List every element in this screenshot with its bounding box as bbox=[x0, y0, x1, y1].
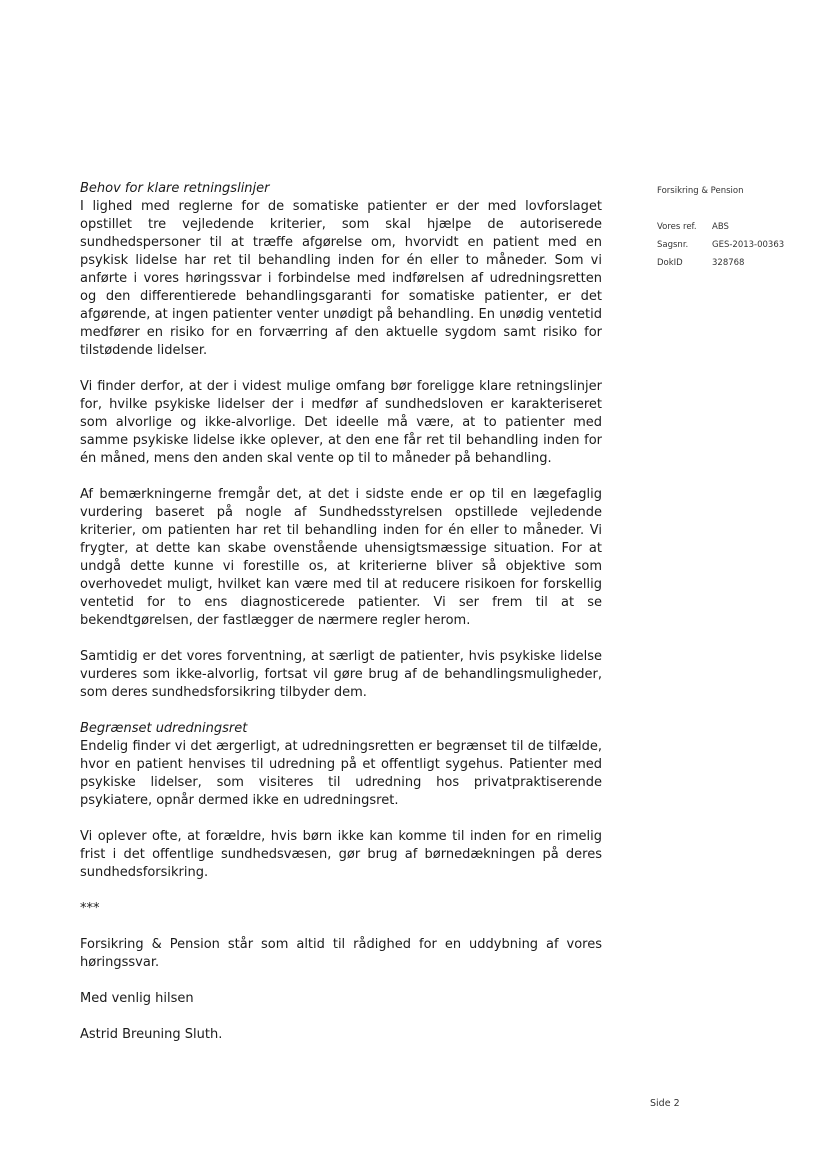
reference-value: ABS bbox=[712, 222, 729, 232]
section-udredningsret bbox=[80, 720, 602, 810]
reference-row bbox=[657, 221, 784, 239]
paragraph: Vi oplever ofte, at forældre, hvis børn ikke kan komme til inden for en rimelig frist i det offentlige sundhedsvæsen, gør brug af børnedækningen på deres sundhedsforsikring. bbox=[80, 829, 602, 880]
paragraph: Endelig finder vi det ærgerligt, at udredningsretten er begrænset til de tilfælde, hvor en patient henvises til udredning på et offentligt sygehus. Patienter med psykiske lidelser, som visiteres til udredning hos privatpraktiserende psykiatere, opnår dermed ikke en udredningsret. bbox=[80, 739, 602, 808]
paragraph: I lighed med reglerne for de somatiske patienter er der med lovforslaget opstillet tre vejledende kriterier, som skal hjælpe de autoriserede sundhedspersoner til at træffe afgørelse om, hvorvidt en patient med en psykisk lidelse har ret til behandling inden for én eller to måneder. Som vi anførte i vores høringssvar i forbindelse med indførelsen af udredningsretten og den differentierede behandlingsgaranti for somatiske patienter, er det afgørende, at ingen patienter venter unødigt på behandling. En unødig ventetid medfører en risiko for en forværring af den aktuelle sygdom samt risiko for tilstødende lidelser. bbox=[80, 199, 602, 358]
section-heading: Begrænset udredningsret bbox=[80, 721, 248, 736]
signature: Astrid Breuning Sluth. bbox=[80, 1027, 223, 1042]
paragraph: Af bemærkningerne fremgår det, at det i sidste ende er op til en lægefaglig vurdering baseret på nogle af Sundhedsstyrelsen opstillede vejledende kriterier, om patienten har ret til behandling inden for én eller to måneder. Vi frygter, at dette kan skabe ovenstående uhensigtsmæssige situation. For at undgå dette kunne vi forestille os, at kriterierne bliver så objektive som overhovedet muligt, hvilket kan være med til at reducere risikoen for forskellig ventetid for to ens diagnosticerede patienter. Vi ser frem til at se bekendtgørelsen, der fastlægger de nærmere regler herom. bbox=[80, 487, 602, 628]
reference-table bbox=[657, 221, 784, 275]
letter-body bbox=[80, 180, 602, 1062]
reference-row bbox=[657, 257, 784, 275]
reference-value: 328768 bbox=[712, 258, 745, 268]
greeting: Med venlig hilsen bbox=[80, 991, 194, 1006]
closing-paragraph: Forsikring & Pension står som altid til rådighed for en uddybning af vores høringssvar. bbox=[80, 937, 602, 970]
reference-label: DokID bbox=[657, 258, 683, 268]
paragraph: Vi finder derfor, at der i videst mulige omfang bør foreligge klare retningslinjer for, hvilke psykiske lidelser der i medfør af sundhedsloven er karakteriseret som alvorlige og ikke-alvorlige. Det ideelle må være, at to patienter med samme psykiske lidelse ikke oplever, at den ene får ret til behandling inden for én måned, mens den anden skal vente op til to måneder på behandling. bbox=[80, 379, 602, 466]
reference-label: Sagsnr. bbox=[657, 240, 689, 250]
page-number: Side 2 bbox=[650, 1098, 680, 1109]
paragraph: Samtidig er det vores forventning, at særligt de patienter, hvis psykiske lidelse vurderes som ikke-alvorlig, fortsat vil gøre brug af de behandlingsmuligheder, som deres sundhedsforsikring tilbyder dem. bbox=[80, 649, 602, 700]
reference-label: Vores ref. bbox=[657, 222, 697, 232]
reference-row bbox=[657, 239, 784, 257]
section-retningslinjer bbox=[80, 180, 602, 360]
reference-value: GES-2013-00363 bbox=[712, 240, 785, 250]
sidebar-reference-block bbox=[657, 185, 784, 275]
section-heading: Behov for klare retningslinjer bbox=[80, 181, 270, 196]
organization-name: Forsikring & Pension bbox=[657, 186, 744, 196]
separator: *** bbox=[80, 901, 100, 916]
